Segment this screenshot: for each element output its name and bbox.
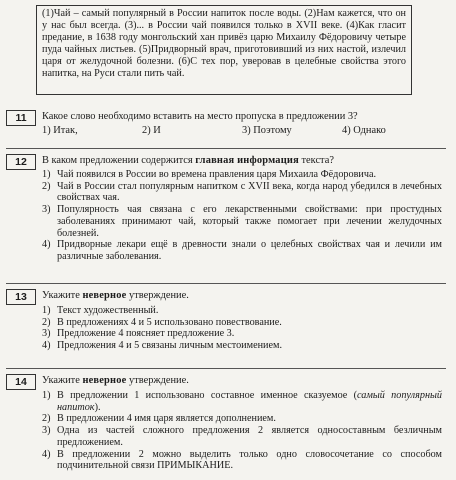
answer-options	[42, 125, 442, 137]
answer-option-1[interactable]: 1) Итак,	[42, 125, 78, 136]
answer-option-1[interactable]	[42, 305, 442, 317]
answer-option-3[interactable]: 3) Поэтому	[242, 125, 292, 136]
option-text: Чай появился в России во времена правления царя Михаила Фёдоровича.	[57, 169, 377, 180]
answer-option-4[interactable]: 4) Однако	[342, 125, 386, 136]
option-text: В предложении 4 имя царя является дополнением.	[57, 413, 276, 425]
divider	[6, 283, 446, 284]
option-text-italic: самый популярный напиток	[57, 390, 442, 413]
answer-option-2[interactable]	[42, 413, 442, 425]
option-number: 4)	[42, 239, 51, 251]
option-number: 2)	[42, 413, 51, 425]
question-number: 11	[6, 110, 36, 126]
option-number: 2)	[42, 316, 51, 328]
question-number: 14	[6, 374, 36, 390]
prompt-emphasis: неверное	[82, 290, 127, 301]
answer-options	[42, 305, 442, 352]
divider	[6, 148, 446, 149]
answer-option-1[interactable]	[42, 390, 442, 413]
option-text: Текст художественный.	[57, 305, 159, 316]
question-prompt	[42, 375, 442, 387]
answer-option-3[interactable]	[42, 204, 442, 239]
option-text: Чай в России стал популярным напитком с XVII века, когда народ убедился в лечебных свойствах чая.	[57, 180, 442, 204]
divider	[6, 368, 446, 369]
prompt-text-end: текста?	[298, 155, 334, 166]
option-number: 2)	[42, 180, 51, 192]
answer-option-2[interactable]: 2) И	[142, 125, 161, 136]
prompt-text: Укажите	[42, 290, 83, 301]
answer-option-4[interactable]	[42, 340, 442, 352]
option-text: В предложениях 4 и 5 использовано повествование.	[57, 316, 282, 328]
answer-option-3[interactable]	[42, 425, 442, 448]
passage-text: (1)Чай – самый популярный в России напиток после воды. (2)Нам кажется, что он у нас был всегда. (3)... в России чай появился только в XVII веке. (4)Как гласит предание, в 1638 году монгольский хан привёз царю Михаилу Фёдоровичу четыре пуда чайных листьев. (5)Придворный врач, приготовивший из них настой, излечил царя от желудочной болезни. (6)С тех пор, уверовав в целебные свойства этого напитка, на Руси стали пить чай.	[36, 5, 412, 95]
question-11	[6, 110, 446, 146]
answer-options	[42, 390, 442, 472]
question-number: 12	[6, 154, 36, 170]
option-text-part: В предложении 1 использовано составное именное сказуемое (	[57, 390, 357, 401]
option-text	[57, 390, 442, 413]
answer-option-3[interactable]	[42, 328, 442, 340]
option-text: В предложении 2 можно выделить только одно словосочетание со способом подчинительной связи ПРИМЫКАНИЕ.	[57, 448, 442, 472]
prompt-text-end: утверждение.	[126, 375, 189, 386]
question-number: 13	[6, 289, 36, 305]
option-number: 3)	[42, 328, 51, 340]
question-12	[6, 154, 446, 279]
prompt-text: Укажите	[42, 375, 83, 386]
option-number: 3)	[42, 425, 51, 437]
option-text: Предложения 4 и 5 связаны личным местоимением.	[57, 340, 283, 352]
prompt-emphasis: неверное	[82, 375, 127, 386]
prompt-text-end: утверждение.	[126, 290, 189, 301]
option-number: 1)	[42, 390, 51, 401]
option-number: 4)	[42, 340, 51, 352]
question-13	[6, 289, 446, 364]
option-number: 1)	[42, 169, 51, 180]
option-text-end: ).	[94, 401, 101, 413]
question-prompt: Какое слово необходимо вставить на место пропуска в предложении 3?	[42, 111, 358, 122]
option-number: 3)	[42, 204, 51, 216]
prompt-text: В каком предложении содержится	[42, 155, 196, 166]
prompt-emphasis: главная информация	[195, 155, 299, 166]
answer-option-2[interactable]	[42, 317, 442, 329]
answer-option-4[interactable]	[42, 449, 442, 472]
question-prompt	[42, 290, 442, 302]
option-number: 1)	[42, 305, 51, 316]
option-number: 4)	[42, 448, 51, 460]
answer-option-1[interactable]	[42, 169, 442, 181]
answer-option-4[interactable]	[42, 239, 442, 262]
question-14	[6, 374, 446, 478]
answer-options	[42, 169, 442, 263]
option-text: Одна из частей сложного предложения 2 является односоставным безличным предложением.	[57, 425, 442, 448]
question-prompt	[42, 155, 442, 167]
option-text: Популярность чая связана с его лекарственными свойствами: при простудных заболеваниях принимают чай, который также помогает при лечении желудочных болезней.	[57, 204, 442, 239]
option-text: Предложение 4 поясняет предложение 3.	[57, 328, 235, 340]
option-text: Придворные лекари ещё в древности знали о целебных свойствах чая и лечили им различные заболевания.	[57, 239, 442, 262]
answer-option-2[interactable]	[42, 181, 442, 204]
